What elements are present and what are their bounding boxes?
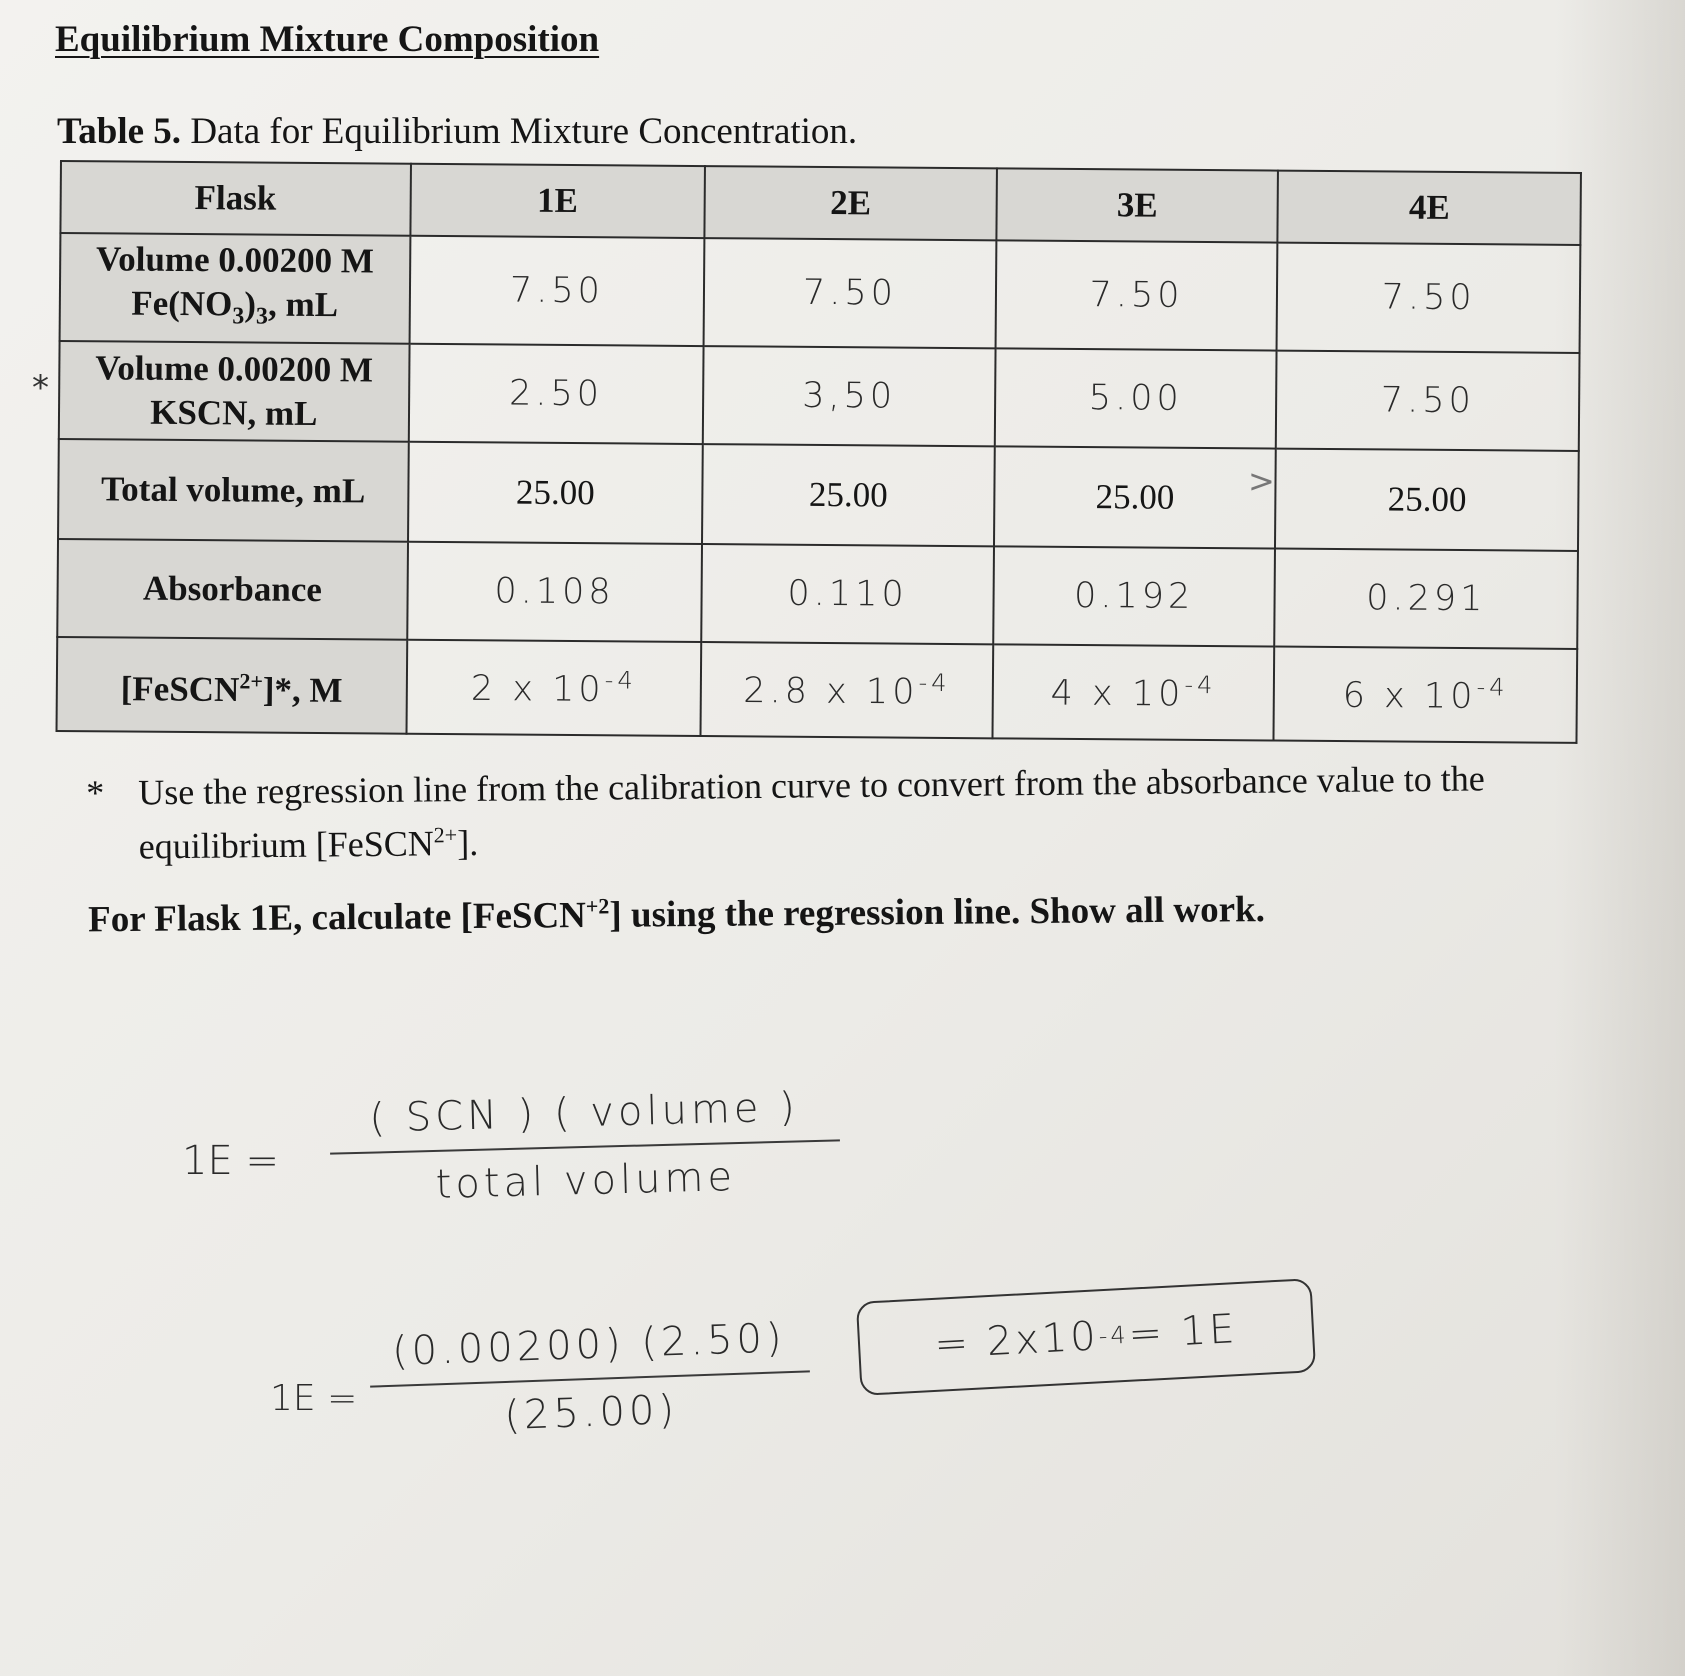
cell-fescn-4e: 6 x $10^{-4}$ xyxy=(1274,647,1577,743)
row-label-fe-volume: Volume 0.00200 M $Fe(NO_3)_3$, mL xyxy=(60,233,410,344)
cell-kscn-volume-3e: 5.00 xyxy=(995,348,1277,448)
cell-total-volume-4e: 25.00 xyxy=(1275,449,1578,551)
cell-fe-volume-2e: 7.50 xyxy=(704,238,996,348)
table-row-kscn-volume xyxy=(59,341,1580,451)
row-label-kscn-volume: Volume 0.00200 M KSCN, mL xyxy=(59,341,409,442)
cell-fe-volume-3e: 7.50 xyxy=(995,240,1277,350)
footnote-line2: equilibrium [FeSCN$^{2+}$]. xyxy=(138,822,479,867)
work-eq2-denominator: (25.00) xyxy=(503,1386,679,1439)
header-cell-3e: 3E xyxy=(996,168,1278,242)
table-row-total-volume xyxy=(58,439,1579,551)
work-eq2-fraction xyxy=(368,1314,812,1443)
row-label-total-volume: Total volume, mL xyxy=(58,439,408,542)
cell-fe-volume-4e: 7.50 xyxy=(1277,243,1580,353)
cell-kscn-volume-1e: 2.50 xyxy=(408,344,703,444)
work-eq1-fraction xyxy=(329,1083,842,1210)
question-prompt: For Flask 1E, calculate [FeSCN$^{+2}$] using the regression line. Show all work. xyxy=(88,889,1266,941)
table-row-fescn-concentration xyxy=(57,637,1578,743)
footnote-asterisk: * xyxy=(86,772,105,813)
footnote-line1: Use the regression line from the calibration curve to convert from the absorbance value to the xyxy=(138,758,1485,813)
work-eq1-denominator: total volume xyxy=(435,1154,737,1208)
margin-asterisk: * xyxy=(32,368,49,408)
work-eq1-lhs: 1E = xyxy=(182,1138,279,1184)
work-eq1-numerator: ( SCN ) ( volume ) xyxy=(368,1084,800,1142)
header-cell-2e: 2E xyxy=(705,166,997,240)
table-footnote xyxy=(86,754,1607,870)
row-label-absorbance: Absorbance xyxy=(57,539,407,640)
row-label-fescn-concentration: [FeSCN$^{2+}$]*, M xyxy=(57,637,407,734)
header-cell-1e: 1E xyxy=(410,164,705,238)
cell-fescn-1e: 2 x $10^{-4}$ xyxy=(406,640,701,736)
table-header-row xyxy=(60,161,1581,245)
cell-fescn-2e: 2.8 x $10^{-4}$ xyxy=(701,642,993,738)
cell-kscn-volume-2e: 3,50 xyxy=(703,346,995,446)
cell-total-volume-3e: 25.00 xyxy=(994,446,1276,548)
cell-absorbance-4e: 0.291 xyxy=(1275,549,1578,649)
cell-fe-volume-1e: 7.50 xyxy=(409,236,704,346)
table-caption xyxy=(57,110,857,153)
cell-fescn-3e: 4 x $10^{-4}$ xyxy=(992,644,1274,740)
equilibrium-data-table xyxy=(56,160,1582,744)
cell-total-volume-1e: 25.00 xyxy=(408,442,703,544)
table-caption-text: Data for Equilibrium Mixture Concentration. xyxy=(190,111,858,152)
header-cell-flask: Flask xyxy=(60,161,410,236)
cell-total-volume-2e: 25.00 xyxy=(702,444,994,546)
pencil-arrow-mark: > xyxy=(1248,462,1275,500)
cell-absorbance-2e: 0.110 xyxy=(701,544,993,644)
section-title: Equilibrium Mixture Composition xyxy=(55,19,600,60)
table-row-absorbance xyxy=(57,539,1578,649)
work-eq2-numerator: (0.00200) (2.50) xyxy=(391,1315,787,1375)
work-eq2-lhs: 1E = xyxy=(270,1378,358,1419)
cell-kscn-volume-4e: 7.50 xyxy=(1276,351,1579,451)
header-cell-4e: 4E xyxy=(1278,171,1581,245)
table-caption-label: Table 5. xyxy=(57,111,182,152)
cell-absorbance-1e: 0.108 xyxy=(407,542,702,642)
cell-absorbance-3e: 0.192 xyxy=(993,546,1275,646)
table-row-fe-volume xyxy=(60,233,1581,353)
boxed-final-answer: = 2x10 -4 = 1E xyxy=(856,1278,1316,1396)
